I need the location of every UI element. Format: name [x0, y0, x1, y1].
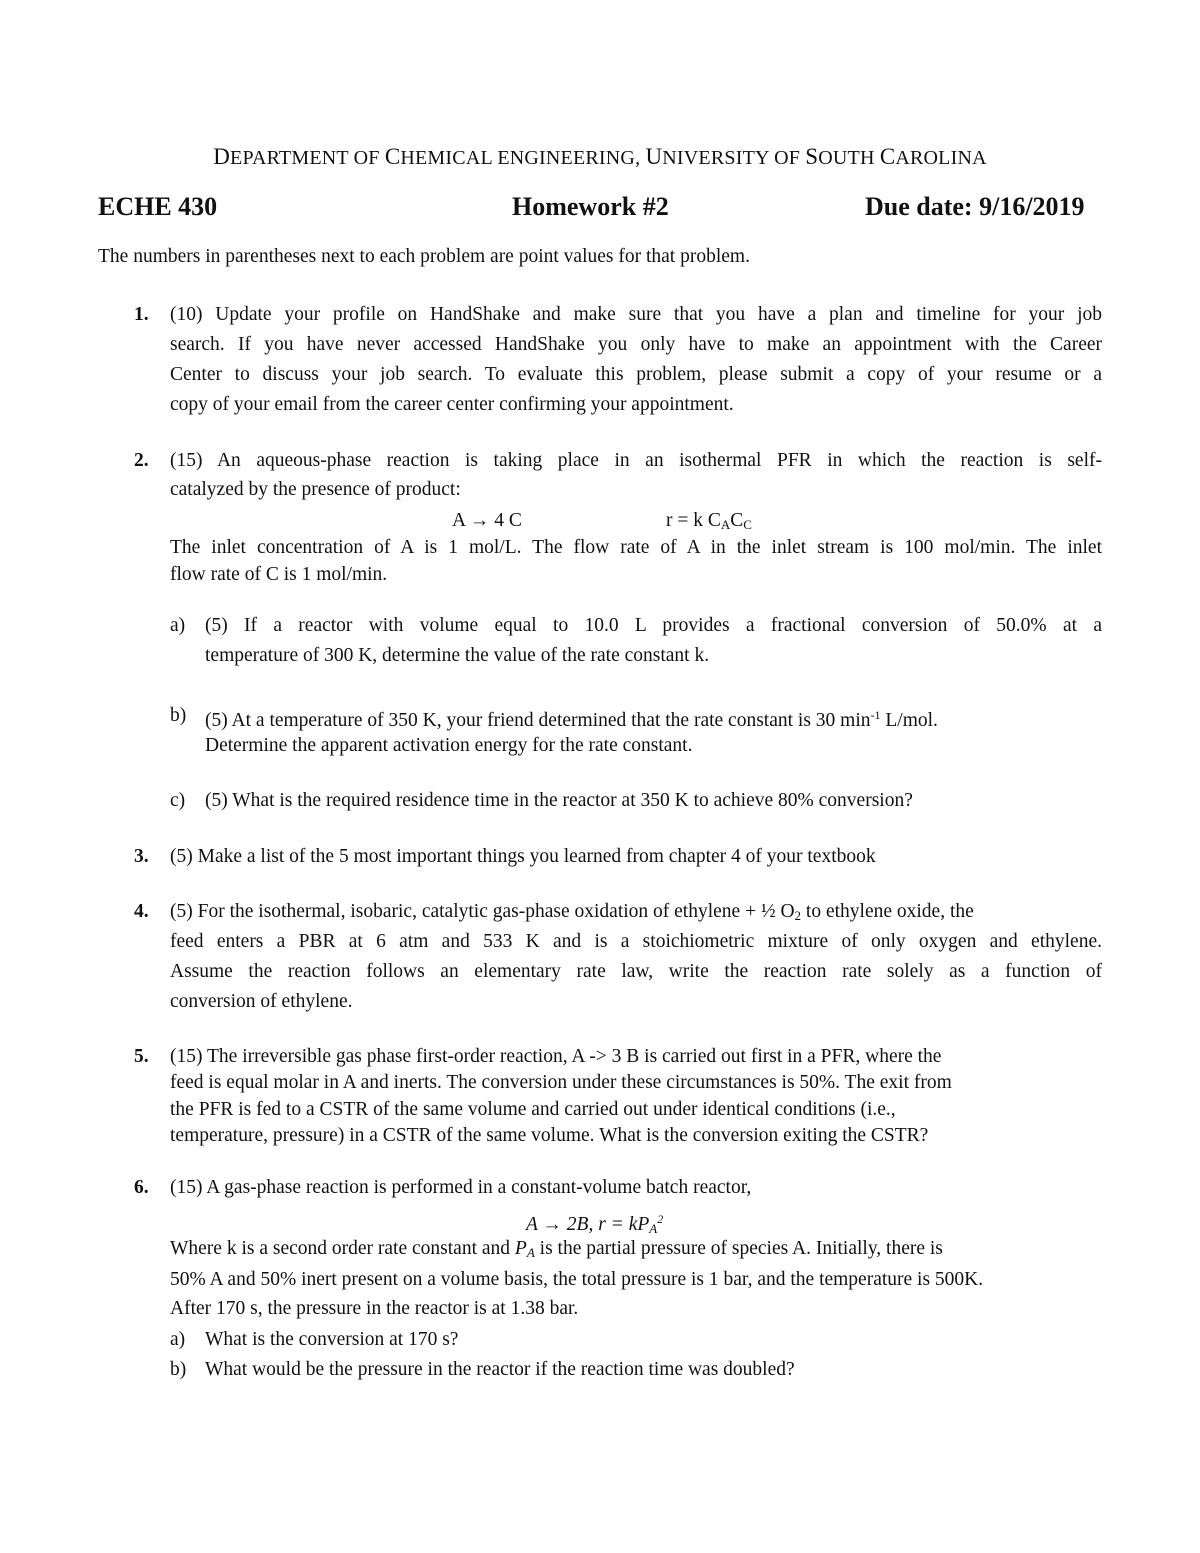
problem-6a-label: a) [170, 1329, 186, 1350]
problem-2b-line-2: Determine the apparent activation energy for the rate constant. [205, 735, 693, 756]
problem-3-number: 3. [134, 846, 149, 867]
department-title: DEPARTMENT OF CHEMICAL ENGINEERING, UNIVERSITY OF SOUTH CAROLINA [213, 144, 987, 169]
problem-5-line-3: the PFR is fed to a CSTR of the same volume and carried out under identical conditions (i.e., [170, 1099, 896, 1120]
problem-2-line-3: The inlet concentration of A is 1 mol/L. The flow rate of A in the inlet stream is 100 mol/min. The inlet [170, 537, 1102, 558]
problem-2-reaction: A → 4 C [452, 510, 522, 531]
problem-6-equation: A → 2B, $r = kP_A^2$ [526, 1212, 664, 1236]
problem-4-number: 4. [134, 901, 149, 922]
problem-4-line-1: (5) For the isothermal, isobaric, catalytic gas-phase oxidation of ethylene + ½ $O_2$ to ethylene oxide, the [170, 901, 974, 923]
problem-2a-label: a) [170, 615, 186, 636]
problem-2c-line-1: (5) What is the required residence time in the reactor at 350 K to achieve 80% conversion? [205, 790, 913, 811]
problem-2a-line-2: temperature of 300 K, determine the value of the rate constant k. [205, 645, 710, 666]
problem-6-line-3: 50% A and 50% inert present on a volume basis, the total pressure is 1 bar, and the temperature is 500K. [170, 1269, 984, 1290]
homework-title: Homework #2 [512, 192, 669, 221]
problem-5-line-1: (15) The irreversible gas phase first-order reaction, A -> 3 B is carried out first in a PFR, where the [170, 1046, 942, 1067]
problem-1-line-3: Center to discuss your job search. To evaluate this problem, please submit a copy of your resume or a [170, 364, 1102, 385]
problem-6b-line-1: What would be the pressure in the reactor if the reaction time was doubled? [205, 1359, 795, 1380]
problem-2-line-1: (15) An aqueous-phase reaction is taking place in an isothermal PFR in which the reaction is self- [170, 450, 1102, 471]
problem-1-number: 1. [134, 304, 149, 325]
problem-1-line-1: (10) Update your profile on HandShake and make sure that you have a plan and timeline for your job [170, 304, 1102, 325]
problem-4-line-3: Assume the reaction follows an elementary rate law, write the reaction rate solely as a function of [170, 961, 1102, 982]
problem-6a-line-1: What is the conversion at 170 s? [205, 1329, 459, 1350]
problem-6-line-4: After 170 s, the pressure in the reactor is at 1.38 bar. [170, 1298, 579, 1319]
problem-5-line-4: temperature, pressure) in a CSTR of the same volume. What is the conversion exiting the CSTR? [170, 1125, 929, 1146]
problem-4-line-2: feed enters a PBR at 6 atm and 533 K and is a stoichiometric mixture of only oxygen and ethylene. [170, 931, 1102, 952]
problem-2a-line-1: (5) If a reactor with volume equal to 10.0 L provides a fractional conversion of 50.0% at a [205, 615, 1102, 636]
problem-5-number: 5. [134, 1046, 149, 1067]
problem-2-number: 2. [134, 450, 149, 471]
problem-2b-label: b) [170, 705, 187, 726]
problem-2-line-4: flow rate of C is 1 mol/min. [170, 564, 388, 585]
problem-2b-line-1: (5) At a temperature of 350 K, your friend determined that the rate constant is 30 $\min^{-1} L/mol$. [205, 708, 938, 731]
problem-6-line-2: Where k is a second order rate constant and $P_A$ is the partial pressure of species A. Initially, there is [170, 1238, 943, 1260]
intro-text: The numbers in parentheses next to each problem are point values for that problem. [98, 246, 750, 267]
problem-2c-label: c) [170, 790, 186, 811]
problem-2-rate-law: r = k $C_AC_C$ [666, 510, 752, 532]
problem-1-line-2: search. If you have never accessed HandShake you only have to make an appointment with the Career [170, 334, 1102, 355]
problem-6b-label: b) [170, 1359, 187, 1380]
course-code: ECHE 430 [98, 192, 218, 221]
problem-2-line-2: catalyzed by the presence of product: [170, 479, 461, 500]
problem-6-number: 6. [134, 1177, 149, 1198]
problem-3-line-1: (5) Make a list of the 5 most important things you learned from chapter 4 of your textbook [170, 846, 876, 867]
due-date: Due date: 9/16/2019 [865, 192, 1085, 221]
problem-6-line-1: (15) A gas-phase reaction is performed in a constant-volume batch reactor, [170, 1177, 752, 1198]
problem-4-line-4: conversion of ethylene. [170, 991, 353, 1012]
problem-5-line-2: feed is equal molar in A and inerts. The conversion under these circumstances is 50%. The exit from [170, 1072, 952, 1093]
problem-1-line-4: copy of your email from the career center confirming your appointment. [170, 394, 734, 415]
